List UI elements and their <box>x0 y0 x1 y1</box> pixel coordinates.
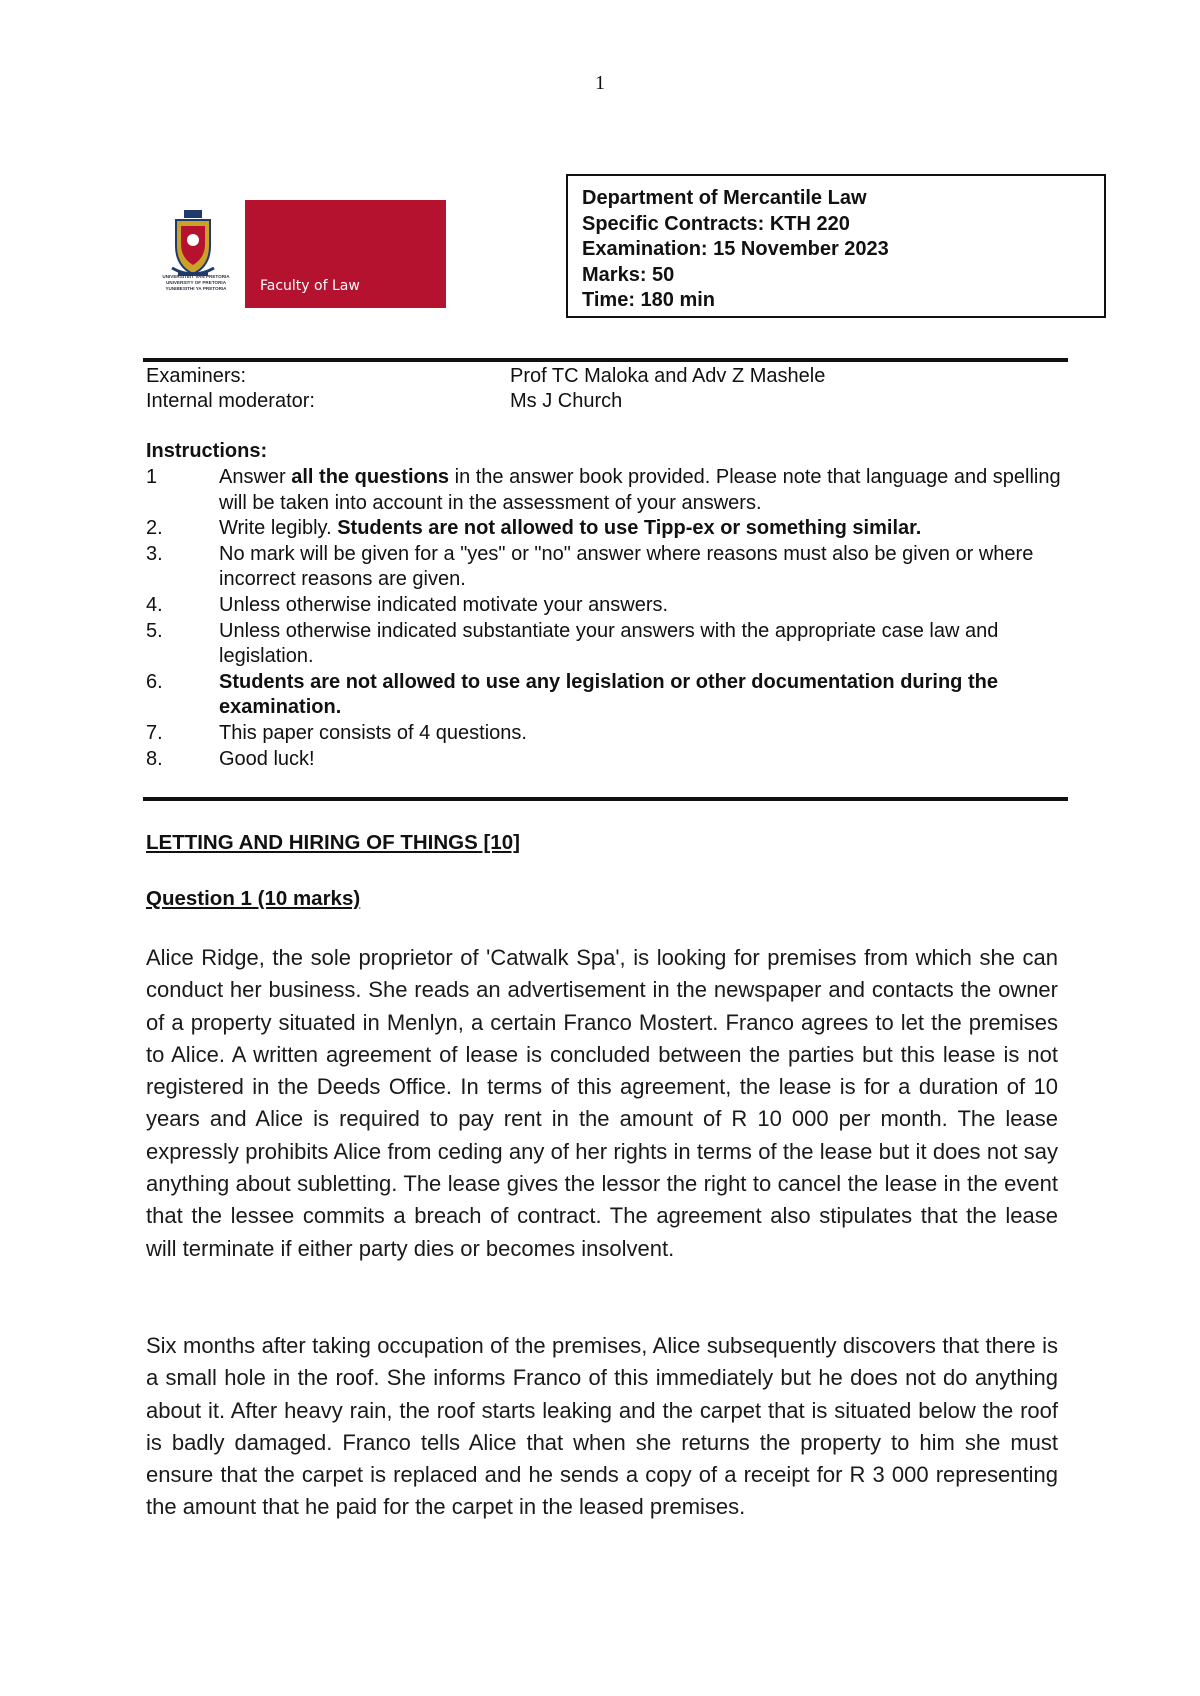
instruction-number: 1 <box>146 466 158 488</box>
exam-info-box <box>566 174 1106 318</box>
instruction-text: This paper consists of 4 questions. <box>219 721 527 744</box>
moderator-value: Ms J Church <box>510 390 623 412</box>
instruction-number: 2. <box>146 517 163 540</box>
instruction-item <box>146 721 1071 747</box>
instruction-emphasis: all the questions <box>291 466 450 488</box>
bottom-divider <box>143 797 1068 801</box>
instructions-title: Instructions: <box>146 440 268 462</box>
university-name-line: YUNIBESITHI YA PRETORIA <box>165 286 227 291</box>
question-paragraph: Alice Ridge, the sole proprietor of 'Catwalk Spa', is looking for premises from which she can conduct her business. She reads an advertisement in the newspaper and contacts the owner of a property situated in Menlyn, a certain Franco Mostert. Franco agrees to let the premises to Alice. A written agreement of lease is concluded between the parties but this lease is not registered in the Deeds Office. In terms of this agreement, the lease is for a duration of 10 years and Alice is required to pay rent in the amount of R 10 000 per month. The lease expressly prohibits Alice from ceding any of her rights in terms of the lease but it does not say anything about subletting. The lease gives the lessor the right to cancel the lease in the event that the lessee commits a breach of contract. The agreement also stipulates that the lease will terminate if either party dies or becomes insolvent. <box>146 945 1058 1261</box>
marks-line: Marks: 50 <box>582 263 675 286</box>
section-heading: LETTING AND HIRING OF THINGS [10] <box>146 831 520 854</box>
question-paragraph: Six months after taking occupation of the premises, Alice subsequently discovers that there is a small hole in the roof. She informs Franco of this immediately but he does not do anything about it. After heavy rain, the roof starts leaking and the carpet that is situated below the roof is badly damaged. Franco tells Alice that when she returns the property to him she must ensure that the carpet is replaced and he sends a copy of a receipt for R 3 000 representing the amount that he paid for the carpet in the leased premises. <box>146 1333 1058 1520</box>
instruction-text: Unless otherwise indicated motivate your answers. <box>219 593 669 616</box>
instruction-number: 3. <box>146 542 163 565</box>
instruction-number: 4. <box>146 593 163 616</box>
moderator-label: Internal moderator: <box>146 390 315 412</box>
question-heading: Question 1 (10 marks) <box>146 887 361 910</box>
university-name-line: UNIVERSITEIT VAN PRETORIA <box>162 274 230 279</box>
instruction-number: 5. <box>146 619 163 642</box>
instruction-text: Answer <box>219 466 292 488</box>
university-crest-icon <box>152 210 234 308</box>
instruction-text: in the answer book provided. Please note that language and spelling will be taken into account in the assessment of your answers. <box>219 466 1061 514</box>
time-line: Time: 180 min <box>582 289 716 311</box>
instruction-number: 6. <box>146 670 163 693</box>
instruction-text: Write legibly. <box>219 517 338 540</box>
examiners-label: Examiners: <box>146 365 247 387</box>
instructions-list <box>146 465 1071 772</box>
instruction-emphasis: Students are not allowed to use any legislation or other documentation during the examination. <box>219 670 998 719</box>
instruction-text: Good luck! <box>219 747 315 770</box>
instruction-item <box>146 670 1071 721</box>
university-name <box>156 274 236 292</box>
department-line: Department of Mercantile Law <box>582 187 867 209</box>
instruction-text: No mark will be given for a "yes" or "no" answer where reasons must also be given or where incorrect reasons are given. <box>219 542 1034 591</box>
instruction-number: 8. <box>146 747 163 770</box>
instruction-text: Unless otherwise indicated substantiate your answers with the appropriate case law and legislation. <box>219 619 999 668</box>
instruction-item <box>146 542 1071 593</box>
examiners-value: Prof TC Maloka and Adv Z Mashele <box>510 365 826 387</box>
course-line: Specific Contracts: KTH 220 <box>582 212 850 235</box>
university-name-line: UNIVERSITY OF PRETORIA <box>165 280 227 285</box>
instruction-number: 7. <box>146 721 163 744</box>
instruction-item <box>146 619 1071 670</box>
instruction-item <box>146 516 1071 542</box>
instruction-emphasis: Students are not allowed to use Tipp-ex or something similar. <box>337 517 922 540</box>
faculty-of-law-logo <box>152 200 446 308</box>
instruction-item <box>146 465 1071 516</box>
exam-date-line: Examination: 15 November 2023 <box>582 238 889 260</box>
top-divider <box>143 358 1068 362</box>
page-number: 1 <box>595 72 605 94</box>
instruction-item <box>146 747 1071 773</box>
faculty-label: Faculty of Law <box>260 278 360 294</box>
instruction-item <box>146 593 1071 619</box>
